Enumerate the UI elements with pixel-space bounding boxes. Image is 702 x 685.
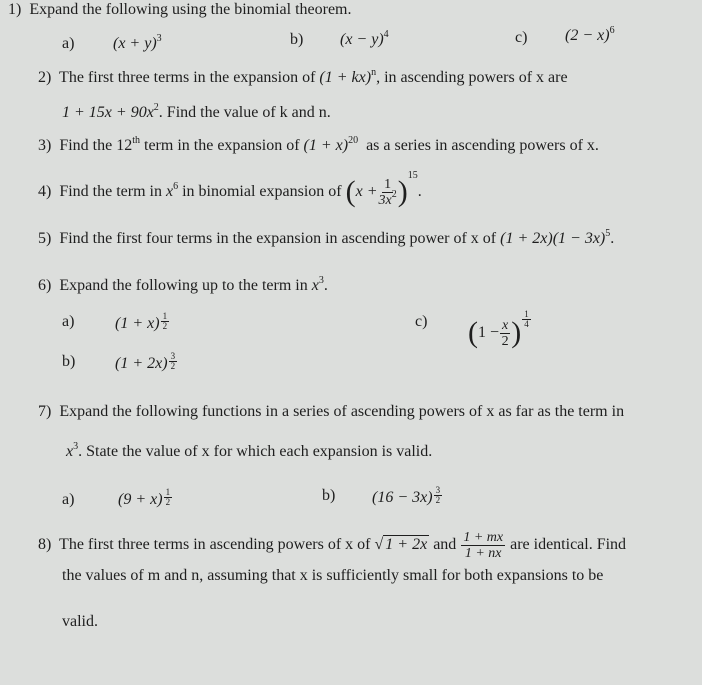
- question-8: 8) The first three terms in ascending powers of x of √ 1 + 2x and $\frac{1 + mx}{1 + nx}$ are identical. Find: [38, 530, 627, 561]
- question-8-line2: the values of m and n, assuming that x is sufficiently small for both expansions to be: [62, 567, 604, 584]
- question-4: 4) Find the term in $x^6$ in binomial expansion of (x + $\frac{1}{3x^2}$ )$^{15}$.: [38, 170, 422, 208]
- q7-b-expr: (16 − 3x) $\frac{3}{2}$: [372, 485, 441, 506]
- q6-c-expr: (1 − $\frac{x}{2}$ ) $\frac{1}{4}$: [468, 309, 529, 349]
- question-number: 1): [8, 1, 22, 18]
- fraction: $\frac{1}{3x^2}$: [378, 176, 397, 208]
- q6-b-label: b): [62, 353, 76, 370]
- q7-a-label: a): [62, 491, 75, 508]
- question-3: 3) Find the 12th term in the expansion of $(1 + x)^{20}$ as a series in ascending powers of x.: [38, 135, 599, 154]
- question-text: Expand the following using the binomial theorem.: [29, 1, 352, 18]
- q7-a-expr: (9 + x) $\frac{1}{2}$: [118, 487, 171, 508]
- q6-a-expr: (1 + x) $\frac{1}{2}$: [115, 311, 168, 332]
- q1-a-label: a): [62, 35, 75, 52]
- q7-b-label: b): [322, 487, 336, 504]
- q1-b-expr: $(x - y)^4$: [340, 29, 389, 48]
- question-6: 6) Expand the following up to the term in $x^3$.: [38, 275, 328, 294]
- question-8-line3: valid.: [62, 613, 98, 630]
- question-1: [8, 0, 352, 20]
- question-2-line2: $1 + 15x + 90x^2$. Find the value of k and n.: [62, 102, 331, 121]
- q6-a-label: a): [62, 313, 75, 330]
- question-2: 2) The first three terms in the expansion of (1 + kx)$^n$, in ascending powers of x are: [38, 67, 568, 86]
- q6-b-expr: (1 + 2x) $\frac{3}{2}$: [115, 351, 176, 372]
- q1-c-expr: $(2 - x)^6$: [565, 25, 615, 44]
- q1-c-label: c): [515, 29, 528, 46]
- q1-b-label: b): [290, 31, 304, 48]
- q6-c-label: c): [415, 313, 428, 330]
- question-7-line2: $x^3$. State the value of x for which each expansion is valid.: [66, 441, 433, 460]
- q1-a-expr: $(x + y)^3$: [113, 33, 162, 52]
- fraction: $\frac{1 + mx}{1 + nx}$: [463, 530, 504, 561]
- question-7: 7) Expand the following functions in a series of ascending powers of x as far as the term in: [38, 403, 625, 420]
- question-5: 5) Find the first four terms in the expansion in ascending power of x of $(1 + 2x)(1 - 3x)^5$.: [38, 228, 615, 247]
